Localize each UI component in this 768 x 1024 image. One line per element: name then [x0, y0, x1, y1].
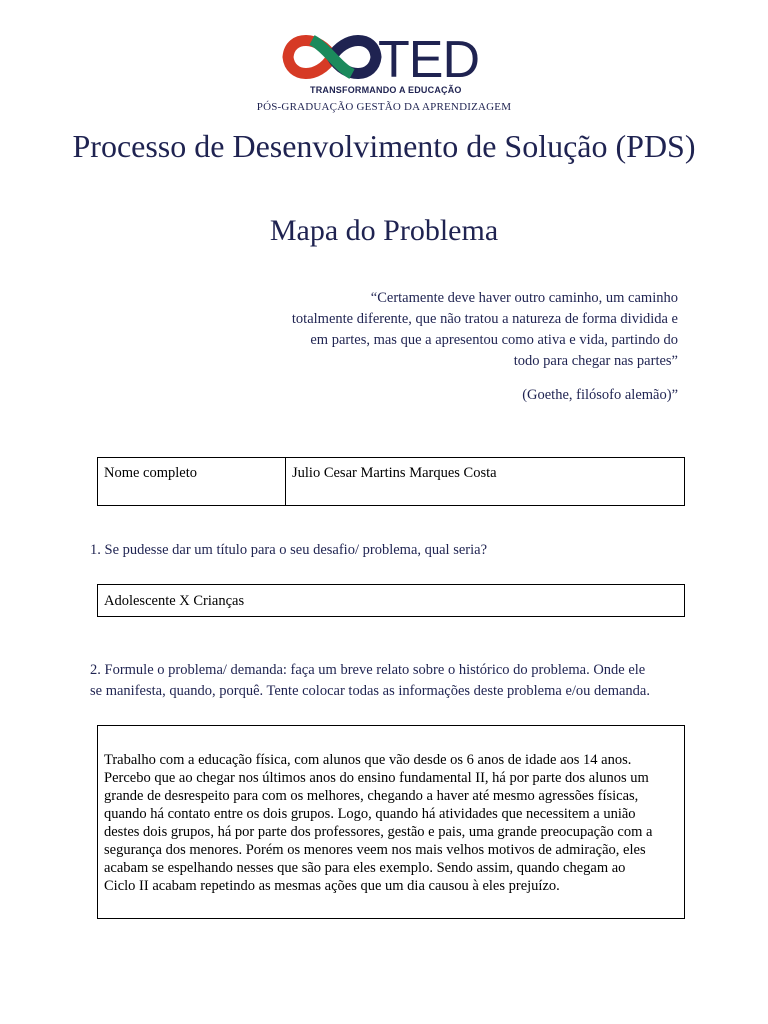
quote-line: todo para chegar nas partes” [513, 353, 678, 369]
ted-logo-infinity-icon [282, 28, 382, 86]
question-2-line: se manifesta, quando, porquê. Tente colocar todas as informações deste problema e/ou demanda. [90, 683, 650, 699]
header [0, 28, 768, 118]
quote-line: em partes, mas que a apresentou como ativa e vida, partindo do [310, 332, 678, 348]
quote-line: totalmente diferente, que não tratou a natureza de forma dividida e [291, 311, 678, 327]
quote [270, 288, 678, 372]
logo-text: TED [378, 31, 479, 89]
answer-2-line: Percebo que ao chegar nos últimos anos do ensino fundamental II, há por parte dos alunos um [104, 770, 649, 786]
question-2-line: 2. Formule o problema/ demanda: faça um breve relato sobre o histórico do problema. Onde ele [90, 662, 646, 678]
answer-2-line: quando há contato entre os dois grupos. Logo, quando há atividades que necessitem a união [104, 806, 636, 822]
name-label: Nome completo [98, 458, 286, 505]
answer-2-line: acabam se espelhando nesses que são para eles exemplo. Sendo assim, quando chegam ao [104, 860, 626, 876]
name-value: Julio Cesar Martins Marques Costa [292, 465, 497, 481]
answer-2-line: destes dois grupos, há por parte dos professores, gestão e pais, uma grande preocupação com a [104, 824, 653, 840]
logo-tagline: TRANSFORMANDO A EDUCAÇÃO [310, 85, 462, 95]
question-1: 1. Se pudesse dar um título para o seu desafio/ problema, qual seria? [90, 542, 488, 558]
answer-2-line: segurança dos menores. Porém os menores veem nos mais velhos motivos de admiração, eles [104, 842, 646, 858]
answer-2-line: grande de desrespeito para com os melhores, chegando a haver até mesmo agressões físicas, [104, 788, 639, 804]
question-2 [90, 660, 690, 702]
quote-author: (Goethe, filósofo alemão)” [522, 387, 678, 403]
name-table [97, 457, 685, 506]
document-title: Processo de Desenvolvimento de Solução (PDS) [72, 128, 696, 164]
answer-1-box: Adolescente X Crianças [97, 584, 685, 617]
answer-2-box [97, 725, 685, 919]
section-title: Mapa do Problema [269, 214, 499, 247]
quote-line: “Certamente deve haver outro caminho, um caminho [370, 290, 678, 306]
answer-2-line: Trabalho com a educação física, com alunos que vão desde os 6 anos de idade aos 14 anos. [104, 752, 632, 768]
answer-2-line: Ciclo II acabam repetindo as mesmas ações que um dia causou à eles prejuízo. [104, 878, 560, 894]
course-name: PÓS-GRADUAÇÃO GESTÃO DA APRENDIZAGEM [256, 101, 512, 113]
